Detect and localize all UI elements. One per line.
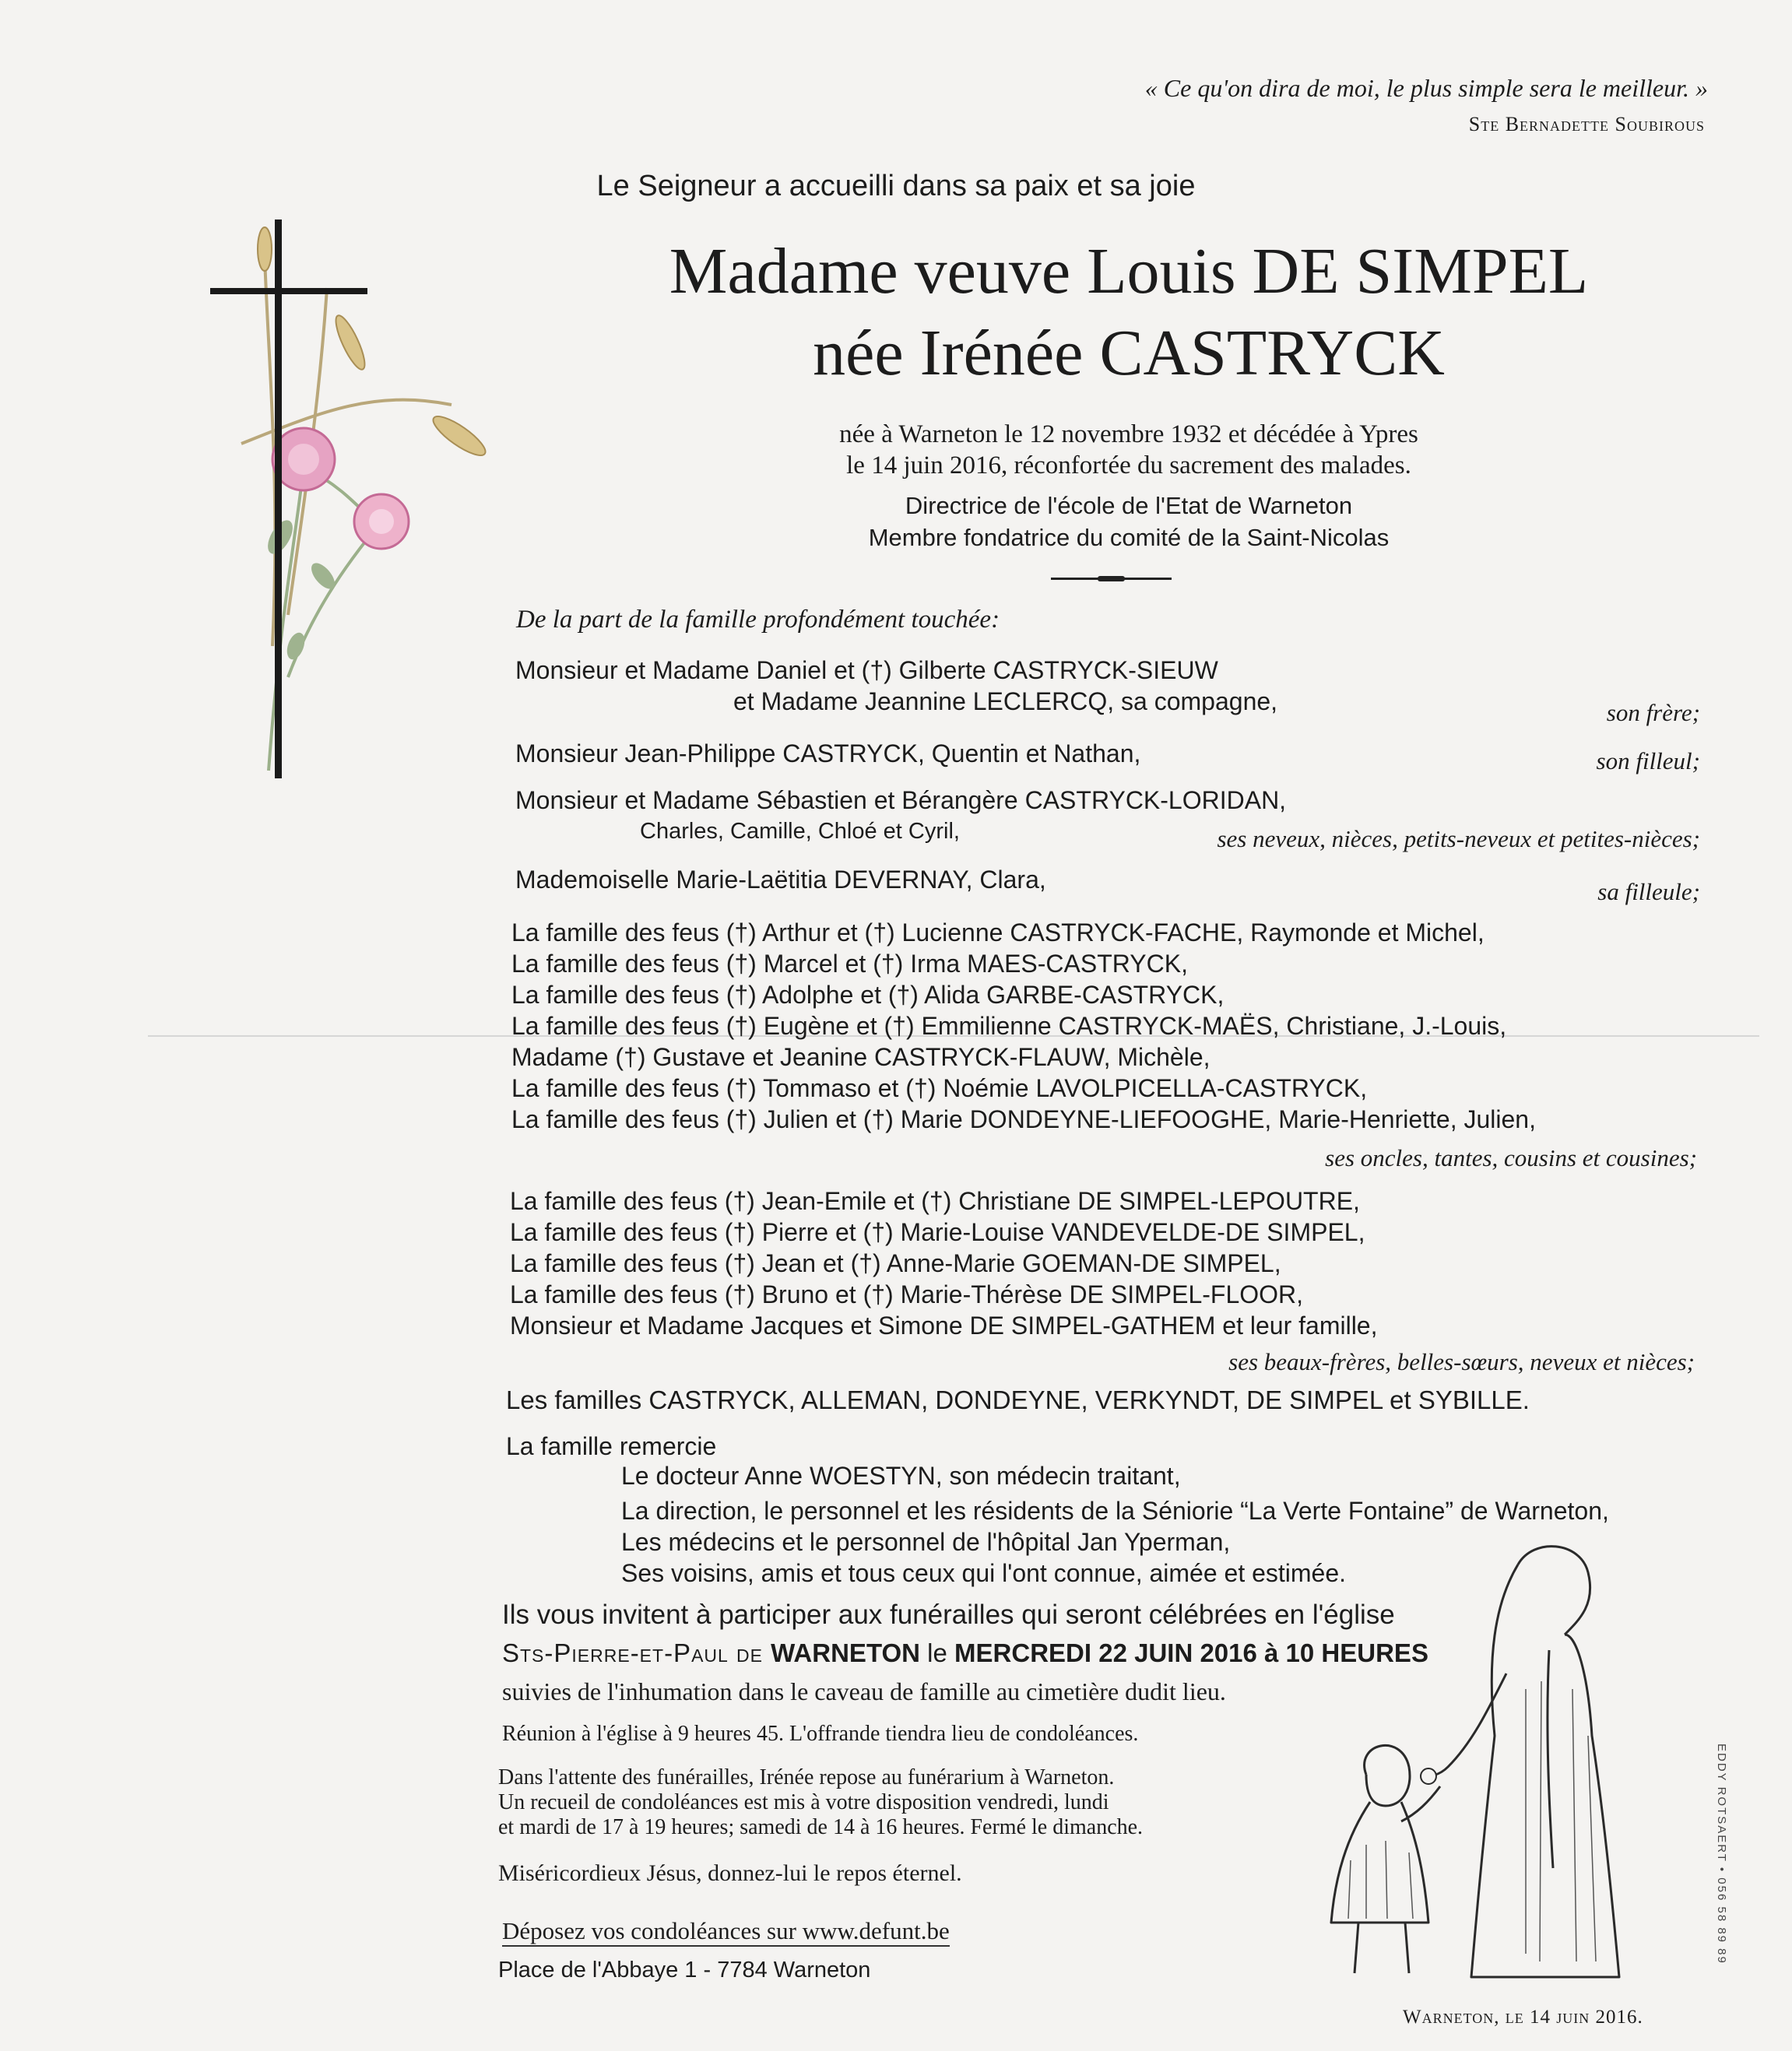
- family-line: La famille des feus (†) Eugène et (†) Emmilienne CASTRYCK-MAËS, Christiane, J.-Louis,: [511, 1012, 1507, 1040]
- family-line: Mademoiselle Marie-Laëtitia DEVERNAY, Clara,: [515, 866, 1046, 894]
- thanks-item: Les médecins et le personnel de l'hôpital Jan Yperman,: [621, 1528, 1231, 1556]
- monk-hood: [1518, 1547, 1590, 1635]
- date-place: Warneton, le 14 juin 2016.: [1403, 2007, 1643, 2028]
- funeral-connector: le: [920, 1638, 955, 1667]
- bio-line-2: le 14 juin 2016, réconfortée du sacrement des malades.: [846, 451, 1411, 479]
- child-cape: [1331, 1802, 1428, 1923]
- family-line: Monsieur Jean-Philippe CASTRYCK, Quentin et Nathan,: [515, 739, 1141, 767]
- wait-line-3: et mardi de 17 à 19 heures; samedi de 14 à 16 heures. Fermé le dimanche.: [498, 1815, 1144, 1839]
- monk-robe: [1471, 1565, 1619, 1977]
- funeral-burial-line: suivies de l'inhumation dans le caveau de famille au cimetière dudit lieu.: [502, 1677, 1226, 1705]
- family-line: La famille des feus (†) Jean-Emile et (†) Christiane DE SIMPEL-LEPOUTRE,: [510, 1187, 1360, 1215]
- relation-label: son frère;: [1606, 699, 1700, 726]
- quote-author: Ste Bernadette Soubirous: [1468, 113, 1705, 135]
- funeral-church-line: [502, 1638, 1428, 1668]
- thanks-item: La direction, le personnel et les résidents de la Séniorie “La Verte Fontaine” de Warneton,: [621, 1497, 1609, 1525]
- funeral-town: WARNETON: [771, 1638, 921, 1667]
- church-name: Sts-Pierre-et-Paul de: [502, 1638, 771, 1667]
- ornamental-divider: [1051, 578, 1172, 580]
- funeral-home-address: Place de l'Abbaye 1 - 7784 Warneton: [498, 1958, 871, 1983]
- thanks-item: Ses voisins, amis et tous ceux qui l'ont connue, aimée et estimée.: [621, 1559, 1347, 1587]
- family-line: La famille des feus (†) Julien et (†) Marie DONDEYNE-LIEFOOGHE, Marie-Henriette, Julien,: [511, 1105, 1536, 1133]
- family-line: La famille des feus (†) Arthur et (†) Lucienne CASTRYCK-FACHE, Raymonde et Michel,: [511, 918, 1485, 946]
- thanks-intro: La famille remercie: [506, 1432, 717, 1460]
- relation-label: ses beaux-frères, belles-sœurs, neveux et nièces;: [1228, 1348, 1695, 1375]
- child-hood: [1365, 1745, 1410, 1806]
- family-line: La famille des feus (†) Jean et (†) Anne-Marie GOEMAN-DE SIMPEL,: [510, 1249, 1281, 1277]
- cross-vertical-bar: [275, 219, 282, 778]
- family-line: La famille des feus (†) Tommaso et (†) Noémie LAVOLPICELLA-CASTRYCK,: [511, 1074, 1368, 1102]
- cross-with-roses-illustration: [195, 210, 522, 786]
- wheat-ears: [258, 227, 490, 462]
- families-line: Les familles CASTRYCK, ALLEMAN, DONDEYNE, VERKYNDT, DE SIMPEL et SYBILLE.: [506, 1385, 1530, 1414]
- family-line: La famille des feus (†) Bruno et (†) Marie-Thérèse DE SIMPEL-FLOOR,: [510, 1280, 1304, 1308]
- bio-line-1: née à Warneton le 12 novembre 1932 et décédée à Ypres: [839, 420, 1418, 448]
- printer-credit: EDDY ROTSAERT • 056 58 89 89: [1715, 1744, 1728, 1965]
- family-line: Monsieur et Madame Daniel et (†) Gilberte CASTRYCK-SIEUW: [515, 656, 1218, 684]
- rose-flowers: [272, 428, 409, 549]
- wait-line-1: Dans l'attente des funérailles, Irénée repose au funérarium à Warneton.: [498, 1765, 1115, 1789]
- funeral-date-time: MERCREDI 22 JUIN 2016 à 10 HEURES: [954, 1638, 1428, 1667]
- relation-label: ses oncles, tantes, cousins et cousines;: [1325, 1144, 1697, 1171]
- funeral-invite-line: Ils vous invitent à participer aux funérailles qui seront célébrées en l'église: [502, 1600, 1395, 1630]
- family-intro: De la part de la famille profondément touchée:: [516, 606, 1000, 634]
- family-line: et Madame Jeannine LECLERCQ, sa compagne,: [733, 687, 1278, 715]
- relation-label: son filleul;: [1596, 747, 1700, 774]
- child-legs: [1355, 1923, 1409, 1973]
- family-line: Monsieur et Madame Jacques et Simone DE SIMPEL-GATHEM et leur famille,: [510, 1312, 1378, 1340]
- family-line: La famille des feus (†) Adolphe et (†) Alida GARBE-CASTRYCK,: [511, 981, 1225, 1009]
- monk-cord: [1548, 1650, 1553, 1868]
- role-line-2: Membre fondatrice du comité de la Saint-Nicolas: [868, 524, 1390, 551]
- role-line-1: Directrice de l'école de l'Etat de Warneton: [905, 492, 1353, 519]
- family-line: La famille des feus (†) Pierre et (†) Marie-Louise VANDEVELDE-DE SIMPEL,: [510, 1218, 1365, 1246]
- prayer-text: Miséricordieux Jésus, donnez-lui le repos éternel.: [498, 1860, 962, 1886]
- wait-line-2: Un recueil de condoléances est mis à votre disposition vendredi, lundi: [498, 1790, 1109, 1814]
- quote-text: « Ce qu'on dira de moi, le plus simple sera le meilleur. »: [1144, 74, 1708, 102]
- relation-label: sa filleule;: [1597, 878, 1700, 905]
- family-line: Monsieur et Madame Sébastien et Bérangère CASTRYCK-LORIDAN,: [515, 786, 1287, 814]
- thanks-item: Le docteur Anne WOESTYN, son médecin traitant,: [621, 1462, 1181, 1490]
- intro-text: Le Seigneur a accueilli dans sa paix et sa joie: [596, 170, 1196, 202]
- shading-strokes: [1348, 1681, 1596, 1961]
- relation-label: ses neveux, nièces, petits-neveux et petites-nièces;: [1217, 825, 1700, 852]
- hands-meeting: [1421, 1768, 1436, 1784]
- condolences-link[interactable]: Déposez vos condoléances sur www.defunt.be: [502, 1917, 950, 1947]
- deceased-maiden-name: née Irénée CASTRYCK: [813, 317, 1445, 389]
- monk-and-child-illustration: [1292, 1533, 1713, 1993]
- deceased-name: Madame veuve Louis DE SIMPEL: [669, 235, 1589, 307]
- cross-horizontal-bar: [210, 288, 367, 294]
- family-line: La famille des feus (†) Marcel et (†) Irma MAES-CASTRYCK,: [511, 950, 1188, 978]
- family-line: Charles, Camille, Chloé et Cyril,: [640, 819, 960, 844]
- family-line: Madame (†) Gustave et Jeanine CASTRYCK-FLAUW, Michèle,: [511, 1043, 1210, 1071]
- reunion-text: Réunion à l'église à 9 heures 45. L'offrande tiendra lieu de condoléances.: [502, 1722, 1139, 1746]
